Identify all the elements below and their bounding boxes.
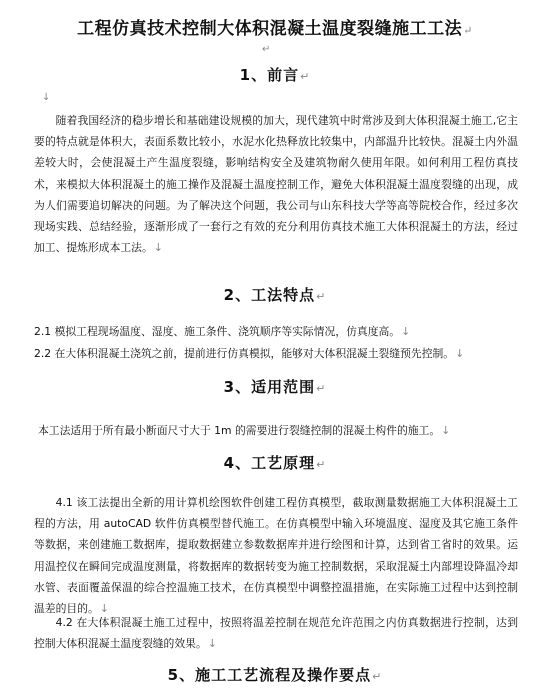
document-title-text: 工程仿真技术控制大体积混凝土温度裂缝施工工法: [77, 19, 463, 39]
paragraph-mark-icon: ↵: [316, 290, 327, 303]
paragraph-4-2: [34, 612, 518, 654]
paragraph-mark-icon: ↵: [300, 70, 311, 83]
paragraph-end-icon: ↓: [99, 602, 109, 616]
section-heading-text: 5、施工工艺流程及操作要点: [167, 666, 372, 684]
paragraph-text: 4.1 该工法提出全新的用计算机绘图软件创建工程仿真模型，截取测量数据施工大体积混凝土工程的方法，用 autoCAD 软件仿真模型替代施工。在仿真模型中输入环境温度、湿度及其它施工条件等数据，来创建施工数据库，提取数据建立参数数据库并进行绘图和计算，达到省工省时的效果。运用温控仪在瞬间完成温度测量，将数据库的数据转变为施工控制数据，采取混凝土内部埋设降温冷却水管、表面覆盖保温的综合控温施工技术，在仿真模型中调整控温措施，在实际施工过程中达到控制温差的目的。: [34, 496, 518, 616]
paragraph-mark-icon: ↵: [316, 382, 327, 395]
list-item-text: 2.2 在大体积混凝土浇筑之前，提前进行仿真模拟，能够对大体积混凝土裂缝预先控制。: [34, 347, 455, 360]
paragraph-intro: [34, 110, 518, 258]
paragraph-text: 本工法适用于所有最小断面尺寸大于 1m 的需要进行裂缝控制的混凝土构件的施工。: [38, 424, 441, 437]
paragraph-scope: [38, 421, 528, 441]
list-item-2-1: [34, 322, 524, 342]
paragraph-4-1: [34, 492, 518, 619]
paragraph-text: 随着我国经济的稳步增长和基础建设规模的加大，现代建筑中时常涉及到大体积混凝土施工,它主要的特点就是体积大，表面系数比较小，水泥水化热释放比较集中，内部温升比较快。混凝土内外温差较大时，会使混凝土产生温度裂缝，影响结构安全及建筑物耐久使用年限。如何利用工程仿真技术，来模拟大体积混凝土的施工操作及混凝土温度控制工作，避免大体积混凝土温度裂缝的出现，成为人们需要追切解决的问题。为了解决这个问题，我公司与山东科技大学等高等院校合作，经过多次现场实践、总结经验，逐渐形成了一套行之有效的充分利用仿真技术施工大体积混凝土的方法，经过加工、提炼形成本工法。: [34, 114, 518, 255]
section-heading-text: 1、前言: [239, 66, 300, 84]
section-heading-text: 3、适用范围: [223, 378, 316, 396]
paragraph-mark-icon: ↵: [372, 670, 383, 683]
paragraph-mark-icon: ↓: [42, 92, 51, 103]
paragraph-text: 4.2 在大体积混凝土施工过程中，按照将温差控制在规范允许范围之内仿真数据进行控制，达到控制大体积混凝土温度裂缝的效果。: [34, 616, 518, 651]
list-item-text: 2.1 模拟工程现场温度、湿度、施工条件、浇筑顺序等实际情况，仿真度高。: [34, 325, 401, 338]
paragraph-end-icon: ↓: [441, 424, 451, 437]
section-heading-2: [0, 284, 550, 305]
section-heading-1: [0, 64, 550, 85]
paragraph-end-icon: ↓: [207, 637, 217, 651]
section-heading-4: [0, 452, 550, 473]
paragraph-end-icon: ↓: [153, 241, 163, 255]
paragraph-mark-icon: ↵: [316, 458, 327, 471]
paragraph-end-icon: ↓: [401, 325, 411, 338]
paragraph-end-icon: ↓: [455, 347, 465, 360]
list-item-2-2: [34, 344, 524, 364]
section-heading-text: 4、工艺原理: [223, 454, 316, 472]
paragraph-mark-icon: ↵: [463, 24, 473, 37]
section-heading-3: [0, 376, 550, 397]
document-title: [0, 14, 550, 39]
section-heading-text: 2、工法特点: [223, 286, 316, 304]
section-heading-5: [0, 664, 550, 685]
paragraph-mark-icon: ↵: [262, 44, 271, 55]
